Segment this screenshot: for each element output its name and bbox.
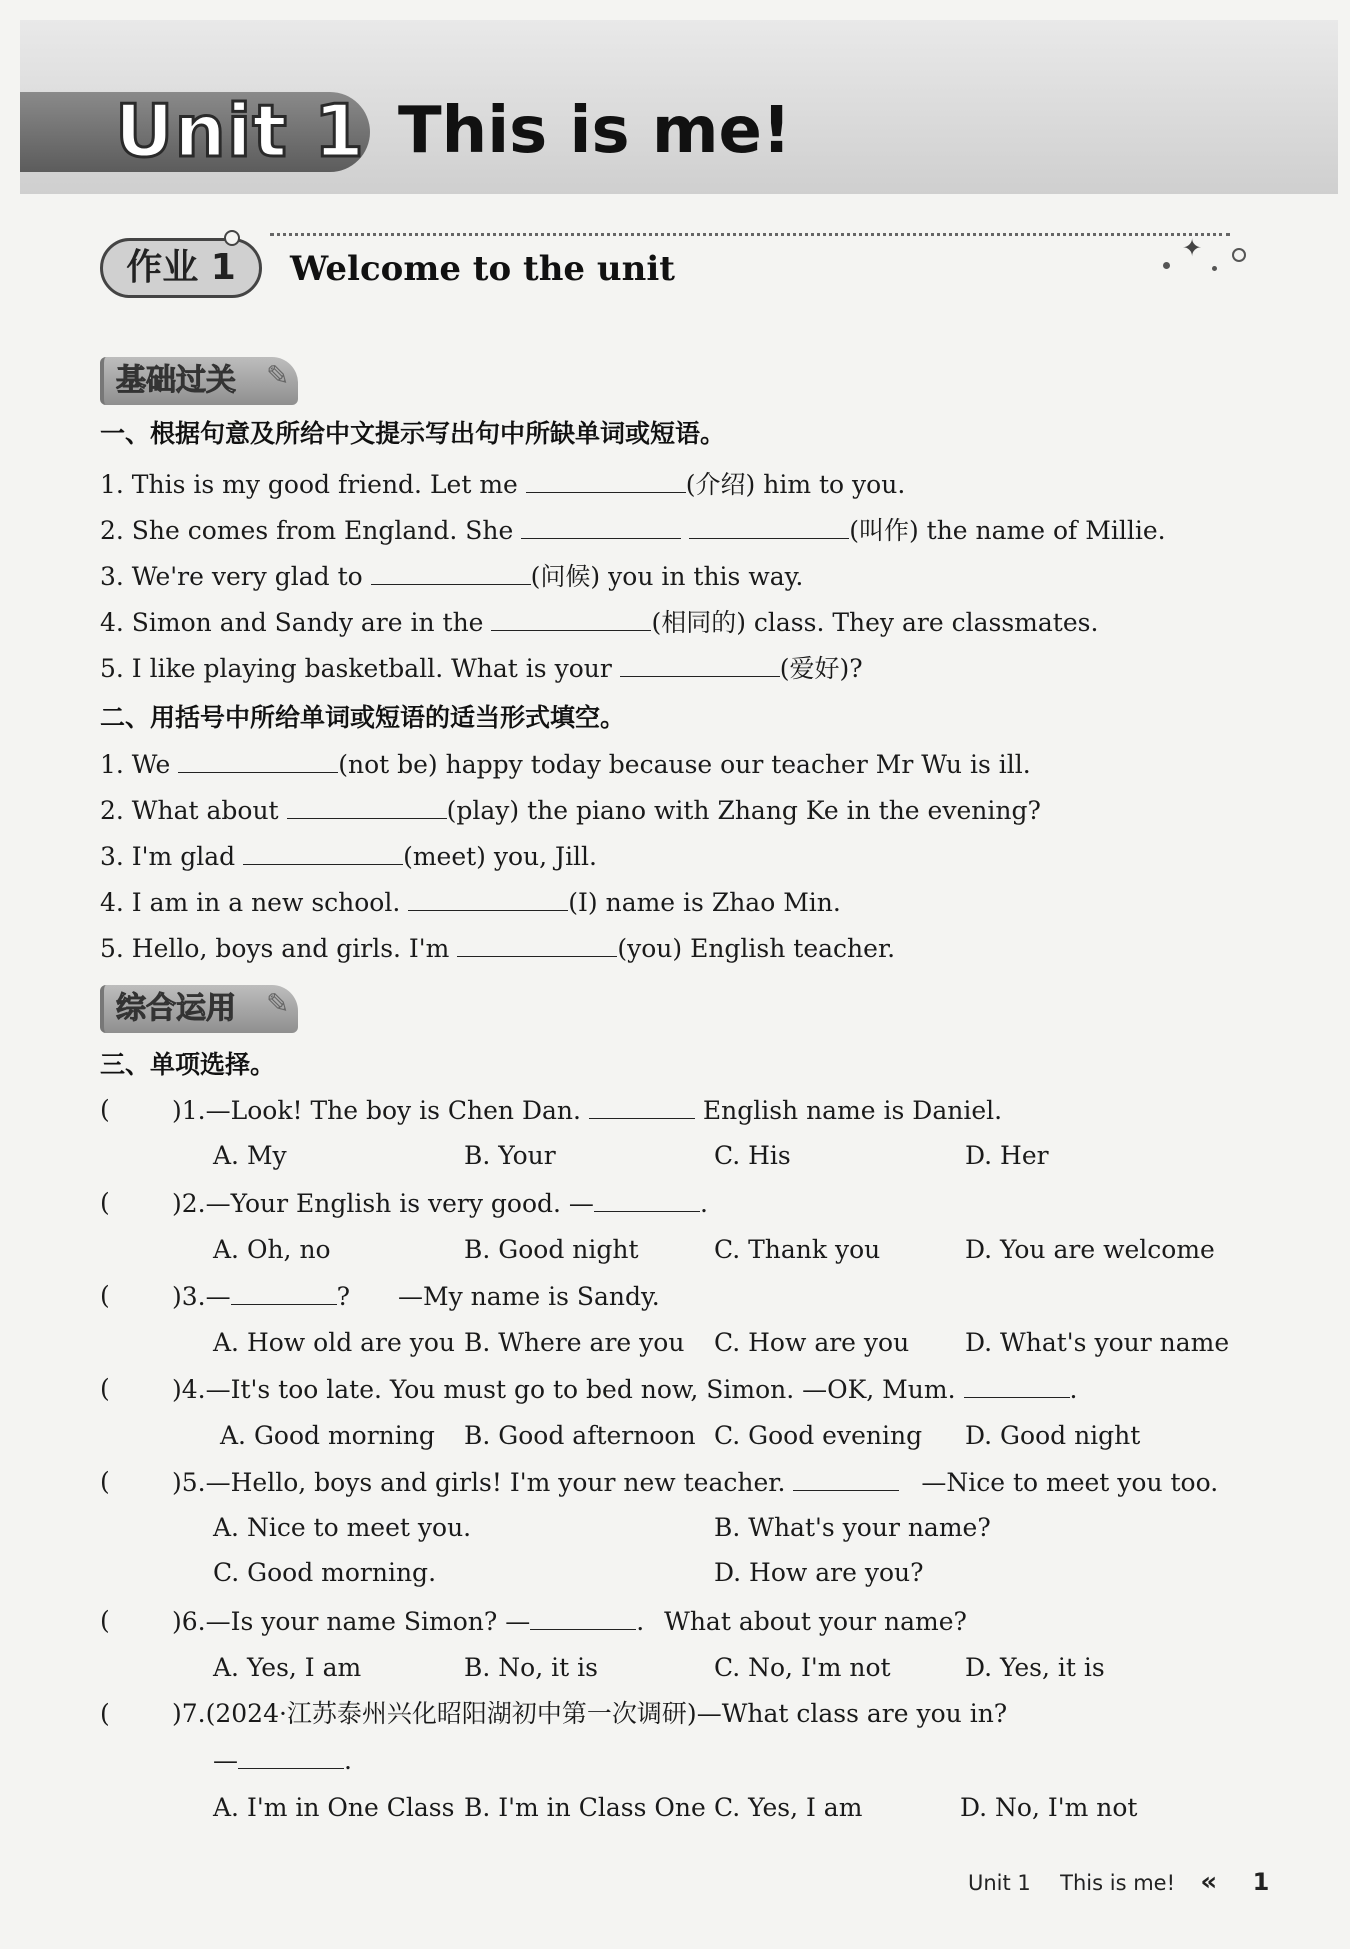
option-b[interactable]: B. Good afternoon (464, 1421, 696, 1450)
part1-item-5 (100, 646, 863, 690)
question-number: )4. (172, 1375, 206, 1404)
item-hint: (meet) (403, 842, 486, 871)
part2-heading: 二、用括号中所给单词或短语的适当形式填空。 (100, 703, 626, 732)
item-hint: (not be) (338, 750, 438, 779)
question-text: —Nice to meet you too. (921, 1468, 1219, 1497)
unit-label: Unit 1 (115, 89, 365, 173)
item-hint: (play) (446, 796, 520, 825)
option-d[interactable]: D. Yes, it is (965, 1653, 1105, 1682)
option-b[interactable]: B. Your (464, 1141, 556, 1170)
item-text: class. They are classmates. (753, 608, 1099, 637)
item-text: 1. We (100, 750, 171, 779)
option-d[interactable]: D. No, I'm not (960, 1793, 1138, 1822)
option-a[interactable]: A. Oh, no (213, 1235, 331, 1264)
question-number: )7. (172, 1699, 206, 1728)
question-3 (172, 1274, 660, 1318)
answer-blank[interactable] (408, 880, 568, 911)
question-text: . (636, 1607, 645, 1636)
option-c[interactable]: C. Good evening (714, 1421, 923, 1450)
option-a[interactable]: A. Nice to meet you. (213, 1513, 472, 1542)
part1-item-2 (100, 508, 1166, 552)
part2-item-1 (100, 742, 1031, 786)
question-text: — (205, 1282, 231, 1311)
item-text: 2. She comes from England. She (100, 516, 514, 545)
answer-blank[interactable] (530, 1599, 636, 1630)
question-6 (172, 1599, 967, 1643)
item-text: 1. This is my good friend. Let me (100, 470, 518, 499)
question-text: . (1069, 1375, 1078, 1404)
option-b[interactable]: B. I'm in Class One (464, 1793, 706, 1822)
option-c[interactable]: C. Good morning. (213, 1558, 437, 1587)
answer-blank[interactable] (594, 1181, 700, 1212)
unit-title: This is me! (398, 94, 792, 168)
badge-dot-icon (224, 230, 240, 246)
answer-blank[interactable] (589, 1088, 695, 1119)
question-7 (172, 1692, 1007, 1736)
sparkle-pencil-icon: ✎ (266, 987, 290, 1020)
option-b[interactable]: B. What's your name? (714, 1513, 991, 1542)
question-text: — (213, 1746, 238, 1775)
answer-blank[interactable] (521, 508, 681, 539)
answer-paren[interactable]: ( (100, 1467, 110, 1496)
option-a[interactable]: A. How old are you (213, 1328, 456, 1357)
item-text: you, Jill. (493, 842, 597, 871)
answer-paren[interactable]: ( (100, 1699, 110, 1728)
part2-item-2 (100, 788, 1041, 832)
part1-item-4 (100, 600, 1098, 644)
question-text: What about your name? (664, 1607, 967, 1636)
question-text: . (699, 1189, 708, 1218)
option-c[interactable]: C. Yes, I am (714, 1793, 863, 1822)
question-text: —Look! The boy is Chen Dan. (205, 1096, 581, 1125)
question-number: )3. (172, 1282, 206, 1311)
answer-blank[interactable] (491, 600, 651, 631)
answer-blank[interactable] (457, 926, 617, 957)
item-text: you in this way. (608, 562, 804, 591)
answer-paren[interactable]: ( (100, 1281, 110, 1310)
option-d[interactable]: D. Good night (965, 1421, 1141, 1450)
answer-blank[interactable] (231, 1274, 337, 1305)
item-hint: (爱好)? (779, 654, 863, 683)
item-hint: (介绍) (685, 470, 756, 499)
question-1 (172, 1088, 1002, 1132)
page-footer (968, 1862, 1269, 1902)
part1-heading: 一、根据句意及所给中文提示写出句中所缺单词或短语。 (100, 419, 726, 448)
answer-blank[interactable] (964, 1367, 1070, 1398)
item-text: 5. I like playing basketball. What is your (100, 654, 612, 683)
question-number: )5. (172, 1468, 206, 1497)
question-4 (172, 1367, 1077, 1411)
part1-item-3 (100, 554, 803, 598)
option-d[interactable]: D. Her (965, 1141, 1049, 1170)
question-number: )6. (172, 1607, 206, 1636)
decor-ring-icon (1232, 248, 1246, 262)
answer-blank[interactable] (526, 462, 686, 493)
dotted-divider (270, 233, 1230, 236)
footer-title: This is me! (1060, 1871, 1176, 1895)
item-text: happy today because our teacher Mr Wu is ill. (445, 750, 1031, 779)
sparkle-icon: ✦ (1182, 234, 1203, 262)
answer-blank[interactable] (238, 1738, 344, 1769)
part2-item-4 (100, 880, 841, 924)
item-text: English teacher. (690, 934, 896, 963)
part1-item-1 (100, 462, 905, 506)
option-c[interactable]: C. How are you (714, 1328, 910, 1357)
question-text: (2024·江苏泰州兴化昭阳湖初中第一次调研)—What class are you in? (205, 1699, 1008, 1728)
pencil-icon: ✎ (266, 359, 290, 392)
item-hint: (相同的) (651, 608, 746, 637)
question-text: . (344, 1746, 352, 1775)
question-text: —Your English is very good. — (205, 1189, 594, 1218)
option-c[interactable]: C. Thank you (714, 1235, 881, 1264)
item-text: 4. Simon and Sandy are in the (100, 608, 484, 637)
answer-paren[interactable]: ( (100, 1374, 110, 1403)
question-5 (172, 1460, 1218, 1504)
answer-blank[interactable] (178, 742, 338, 773)
question-2 (172, 1181, 708, 1225)
option-a[interactable]: A. Yes, I am (213, 1653, 362, 1682)
item-text: 4. I am in a new school. (100, 888, 401, 917)
homework-title: Welcome to the unit (290, 249, 675, 289)
question-text: —Is your name Simon? — (205, 1607, 531, 1636)
option-b[interactable]: B. Where are you (464, 1328, 685, 1357)
page-number: 1 (1252, 1868, 1270, 1896)
option-a[interactable]: A. My (213, 1141, 287, 1170)
option-a[interactable]: A. Good morning (220, 1421, 435, 1450)
part3-heading: 三、单项选择。 (100, 1050, 276, 1079)
answer-blank[interactable] (620, 646, 780, 677)
item-text: him to you. (763, 470, 906, 499)
item-text: the piano with Zhang Ke in the evening? (527, 796, 1041, 825)
double-chevron-left-icon: « (1200, 1867, 1218, 1897)
decor-dot-icon (1163, 262, 1170, 269)
question-7-continuation (213, 1738, 352, 1782)
question-number: )1. (172, 1096, 206, 1125)
item-text: 2. What about (100, 796, 279, 825)
option-c[interactable]: C. No, I'm not (714, 1653, 891, 1682)
answer-blank[interactable] (243, 834, 403, 865)
answer-paren[interactable]: ( (100, 1095, 110, 1124)
item-hint: (I) (568, 888, 598, 917)
item-hint: (you) (617, 934, 683, 963)
option-c[interactable]: C. His (714, 1141, 791, 1170)
item-hint: (叫作) (849, 516, 919, 545)
question-number: )2. (172, 1189, 206, 1218)
part2-item-3 (100, 834, 597, 878)
item-text: name is Zhao Min. (605, 888, 841, 917)
item-hint: (问候) (530, 562, 601, 591)
homework-badge: 作业 1 (100, 238, 262, 298)
item-text: 3. I'm glad (100, 842, 236, 871)
question-text: —My name is Sandy. (397, 1282, 660, 1311)
answer-blank[interactable] (793, 1460, 899, 1491)
item-text: the name of Millie. (926, 516, 1166, 545)
answer-blank[interactable] (371, 554, 531, 585)
section-tag-basic: 基础过关 (100, 357, 298, 405)
decor-dot-icon (1212, 266, 1217, 271)
option-b[interactable]: B. Good night (464, 1235, 639, 1264)
question-text: —It's too late. You must go to bed now, Simon. —OK, Mum. (205, 1375, 956, 1404)
part2-item-5 (100, 926, 895, 970)
footer-unit: Unit 1 (968, 1871, 1031, 1895)
option-d[interactable]: D. How are you? (714, 1558, 924, 1587)
item-text: 5. Hello, boys and girls. I'm (100, 934, 450, 963)
option-d[interactable]: D. You are welcome (965, 1235, 1215, 1264)
answer-blank[interactable] (287, 788, 447, 819)
question-text: ? (336, 1282, 351, 1311)
answer-blank[interactable] (689, 508, 849, 539)
answer-paren[interactable]: ( (100, 1188, 110, 1217)
question-text: English name is Daniel. (702, 1096, 1003, 1125)
option-a[interactable]: A. I'm in One Class (213, 1793, 455, 1822)
option-d[interactable]: D. What's your name (965, 1328, 1230, 1357)
question-text: —Hello, boys and girls! I'm your new teacher. (205, 1468, 786, 1497)
section-tag-applied: 综合运用 (100, 985, 298, 1033)
item-text: 3. We're very glad to (100, 562, 363, 591)
answer-paren[interactable]: ( (100, 1606, 110, 1635)
option-b[interactable]: B. No, it is (464, 1653, 598, 1682)
